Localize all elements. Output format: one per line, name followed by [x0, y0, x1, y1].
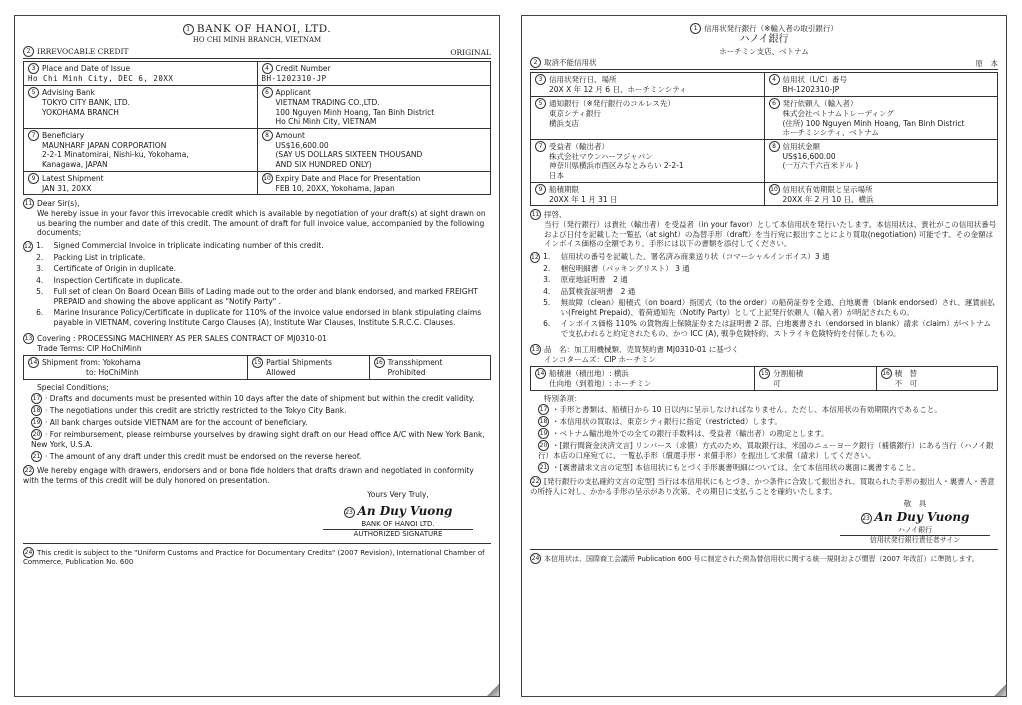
engagement-block: [530, 476, 998, 497]
salutation: 拝啓、: [544, 210, 567, 220]
signature-block: [840, 499, 990, 545]
item-number-7: 7: [28, 130, 39, 141]
shipment-to: 仕向地（到着地）: ホーチミン: [549, 379, 652, 389]
condition-text: · The negotiations under this credit are strictly restricted to the Tokyo City Bank.: [45, 406, 347, 416]
latest-shipment-label: 船積期限: [549, 184, 579, 194]
credit-number-label: Credit Number: [275, 64, 331, 74]
amount-label: Amount: [275, 130, 305, 140]
special-conditions-list: [530, 404, 998, 473]
advising-bank-label: Advising Bank: [42, 87, 96, 97]
document-item: 5. Full set of clean On Board Ocean Bills of Lading made out to the order and blank endorsed, and marked FREIGHT PREPAID and showing the above applicant as "Notify Party" .: [46, 287, 491, 306]
engagement-text: [発行銀行の支払確約文言の定型] 当行は本信用状にもとづき、かつ条件に合致して振出され、買取られた手形の振出人・裏書人・善意の所持人に対し、かかる手形の呈示があり次第、その期日に支払うことを確約いたします。: [530, 477, 995, 497]
trade-terms: インコタームズ：CIP ホーチミン: [544, 354, 656, 364]
condition-item: [31, 451, 491, 462]
header-note-row: [530, 23, 998, 34]
item-number-10: 10: [770, 185, 778, 193]
salutation: Dear Sir(s),: [37, 199, 80, 209]
place-date-label: 信用状発行日、場所: [549, 75, 617, 85]
shipment-table: [530, 366, 998, 391]
item-number-24: 24: [531, 554, 540, 562]
covering: 品 名：加工用機械類、売買契約書 MJ0310-01 に基づく: [544, 344, 739, 354]
shipment-from: 船積港（積出地）: 横浜: [549, 369, 629, 379]
document-item: 1. Signed Commercial Invoice in triplicate indicating number of this credit.: [46, 241, 491, 251]
condition-item: [31, 429, 491, 450]
partial-shipments-value: 可: [773, 379, 781, 389]
documents-block: [530, 252, 998, 341]
item-number-16: 16: [882, 370, 890, 378]
credit-type-row: [23, 46, 491, 59]
bank-name-header: [23, 23, 491, 36]
bank-name: BANK OF HANOI, LTD.: [196, 23, 332, 35]
special-conditions-label: 特別条項：: [544, 393, 582, 403]
document-item: 3. Certificate of Origin in duplicate.: [46, 264, 491, 274]
beneficiary-value: [28, 141, 253, 170]
applicant-line: ホーチミンシティ、ベトナム: [782, 128, 879, 138]
amount-value: [769, 152, 994, 171]
letter-of-credit-japanese: [521, 15, 1007, 697]
shipment-table: [23, 355, 491, 380]
credit-type: IRREVOCABLE CREDIT: [37, 47, 129, 57]
item-number-13: 13: [531, 345, 540, 353]
item-number-17: 17: [539, 406, 548, 414]
item-number-22: 22: [24, 467, 33, 475]
item-number-12: 12: [531, 253, 539, 261]
document-item: 2. Packing List in triplicate.: [46, 253, 491, 263]
body-text: We hereby issue in your favor this irrevocable credit which is available by negotiation of your draft(s) at sight drawn on us bearing the number and date of this credit. The amount of draft for full invoice value, accompanied by the following documents;: [37, 209, 486, 238]
applicant-line: Ho Chi Minh City, VIETNAM: [275, 117, 377, 127]
item-number-23: 23: [345, 509, 353, 517]
document-item: 5. 無故障（clean）船積式（on board）指図式（to the order）の船荷証券を全通、白地裏書（blank endorsed）され、運賃前払い(Freight Prepaid)、着荷通知先（Notify Party）として上記発行依頼人（輸入者）が明記されたもの。: [553, 298, 998, 317]
latest-shipment-value: JAN 31, 20XX: [42, 183, 92, 193]
item-number-18: 18: [32, 407, 41, 415]
item-number-14: 14: [29, 359, 38, 367]
item-number-6: 6: [262, 87, 273, 98]
item-number-19: 19: [539, 430, 548, 438]
covering-block: [530, 344, 998, 355]
credit-details-table: [530, 72, 998, 206]
document-item: 3. 原産地証明書 2 通: [553, 275, 998, 285]
footer-text: This credit is subject to the "Uniform Customs and Practice for Documentary Credits" (2007 Revision), International Chamber of Commerce, Publication No. 600: [23, 548, 485, 566]
item-number-15: 15: [760, 370, 769, 378]
page-fold-corner: [993, 683, 1007, 697]
transshipment-value: Prohibited: [387, 368, 426, 378]
advising-bank-label: 通知銀行（※発行銀行のコルレス先）: [549, 98, 675, 108]
applicant-label: Applicant: [275, 87, 311, 97]
item-number-19: 19: [32, 419, 41, 427]
credit-number-value: BH-1202310-JP: [782, 85, 840, 95]
document-item: 4. Inspection Certificate in duplicate.: [46, 276, 491, 286]
transshipment-value: 不 可: [894, 379, 918, 389]
closing: 敬 具: [903, 498, 927, 508]
salutation-block: [23, 198, 491, 209]
partial-shipments-label: Partial Shipments: [266, 358, 332, 368]
item-number-2: 2: [530, 57, 541, 68]
item-number-20: 20: [539, 442, 548, 450]
condition-text: ・[裏書請求文言の定型] 本信用状にもとづく手形裏書明細については、全て本信用状の裏面に裏書すること。: [552, 463, 920, 473]
signature-bank: BANK OF HANOI LTD.: [361, 519, 435, 528]
credit-type: 取消不能信用状: [544, 58, 597, 68]
closing: Yours Very Truly,: [367, 489, 429, 499]
item-number-1: 1: [183, 24, 194, 35]
shipment-from: Shipment from: Yokohama: [42, 358, 141, 368]
expiry-label: Expiry Date and Place for Presentation: [275, 173, 421, 183]
condition-item: [538, 440, 998, 461]
expiry-value: FEB 10, 20XX, Yokohama, Japan: [275, 183, 395, 193]
partial-shipments-value: Allowed: [266, 368, 296, 378]
amount-line: (一万六千六百米ドル ): [782, 161, 859, 171]
document-item: 6. Marine Insurance Policy/Certificate in duplicate for 110% of the invoice value endorsed in blank stipulating claims payable in VIETNAM, covering Institute Cargo Clauses (A), Institute War Clauses, Institute S.R.C.C. Clauses.: [46, 308, 491, 327]
beneficiary-line: Kanagawa, JAPAN: [42, 159, 108, 169]
condition-text: · Drafts and documents must be presented within 10 days after the date of shipment but within the credit validity.: [45, 394, 475, 404]
item-number-22: 22: [531, 478, 540, 486]
advising-bank-value: [28, 98, 253, 117]
applicant-line: 100 Nguyen Minh Hoang, Tan Binh District: [275, 107, 435, 117]
signature-title: 信用状発行銀行責任者サイン: [840, 535, 990, 545]
amount-line: US$16,600.00: [782, 151, 836, 161]
item-number-4: 4: [769, 74, 780, 85]
item-number-7: 7: [535, 141, 546, 152]
applicant-label: 発行依頼人（輸入者）: [782, 98, 858, 108]
trade-terms: Trade Terms: CIP HoChiMinh: [37, 343, 142, 353]
advising-line: TOKYO CITY BANK, LTD.: [42, 97, 131, 107]
advising-line: 横浜支店: [549, 118, 579, 128]
item-number-1: 1: [690, 23, 701, 34]
latest-shipment-value: 20XX 年 1 月 31 日: [549, 194, 618, 204]
beneficiary-line: 2-2-1 Minatomirai, Nishi-ku, Yokohama,: [42, 150, 189, 160]
footer-block: [23, 543, 491, 567]
item-number-21: 21: [539, 464, 548, 472]
item-number-24: 24: [24, 548, 33, 556]
item-number-16: 16: [375, 359, 383, 367]
item-number-5: 5: [535, 98, 546, 109]
item-number-18: 18: [539, 418, 548, 426]
credit-number-value: BH-1202310-JP: [261, 74, 327, 84]
item-number-3: 3: [535, 74, 546, 85]
condition-text: ・手形と書類は、船積日から 10 日以内に呈示しなければなりません、ただし、本信用状の有効期限内であること。: [552, 405, 942, 415]
item-number-15: 15: [253, 359, 262, 367]
item-number-8: 8: [262, 130, 273, 141]
item-number-21: 21: [32, 453, 41, 461]
condition-item: [31, 405, 491, 416]
credit-number-label: 信用状（L/C）番号: [782, 75, 847, 85]
item-number-3: 3: [28, 63, 39, 74]
copy-label: 原 本: [975, 58, 998, 68]
item-number-20: 20: [32, 431, 41, 439]
header-note: 信用状発行銀行（※輸入者の取引銀行）: [704, 24, 838, 33]
document-item: 4. 品質検査証明書 2 通: [553, 287, 998, 297]
condition-item: [538, 416, 998, 427]
signature: An Duy Vuong: [874, 510, 970, 525]
item-number-9: 9: [535, 184, 546, 195]
condition-text: ・[銀行間資金決済文言] リンバース（求償）方式のため、買取銀行は、米国のニューヨーク銀行（補償銀行）にある当行（ハノイ銀行）本店の口座宛てに、一覧払手形（償還手形・求償手形）を振出して求償（請求）してください。: [538, 441, 994, 461]
item-number-23: 23: [862, 515, 870, 523]
beneficiary-label: 受益者（輸出者）: [549, 141, 609, 151]
beneficiary-line: 日本: [549, 170, 564, 180]
beneficiary-line: 神奈川県横浜市西区みなとみらい 2-2-1: [549, 161, 684, 171]
applicant-value: [769, 109, 994, 138]
place-date-value: Ho Chi Minh City, DEC 6, 20XX: [28, 74, 174, 84]
expiry-label: 信用状有効期限と呈示場所: [782, 184, 873, 194]
signature-title: AUTHORIZED SIGNATURE: [323, 529, 473, 539]
documents-block: [23, 241, 491, 330]
item-number-10: 10: [263, 174, 271, 182]
signature-block: [323, 490, 473, 539]
condition-text: · For reimbursement, please reimburse yourselves by drawing sight draft on our Head office A/C with New York Bank, New York, U.S.A.: [31, 430, 485, 450]
page-fold-corner: [486, 683, 500, 697]
partial-shipments-label: 分割船積: [773, 369, 804, 379]
item-number-2: 2: [23, 46, 34, 57]
item-number-11: 11: [531, 211, 540, 219]
item-number-13: 13: [24, 334, 33, 342]
expiry-value: 20XX 年 2 月 10 日、横浜: [782, 194, 874, 204]
letter-of-credit-english: [14, 15, 500, 697]
item-number-4: 4: [262, 63, 273, 74]
item-number-6: 6: [769, 98, 780, 109]
condition-text: · All bank charges outside VIETNAM are for the account of beneficiary.: [45, 418, 308, 428]
copy-label: ORIGINAL: [450, 47, 491, 57]
special-conditions-label: Special Conditions;: [37, 382, 109, 392]
place-date-value: 20X X 年 12 月 6 日、ホーチミンシティ: [549, 85, 687, 95]
amount-line: AND SIX HUNDRED ONLY): [275, 159, 372, 169]
engagement-text: We hereby engage with drawers, endorsers and or bona fide holders that drafts drawn and negotiated in conformity with the terms of this credit will be duly honored on presentation.: [23, 466, 474, 486]
applicant-line: 株式会社ベトナムトレーディング: [782, 108, 894, 118]
salutation-block: [530, 209, 998, 220]
applicant-value: [262, 98, 487, 127]
engagement-block: [23, 465, 491, 486]
amount-label: 信用状金額: [782, 141, 820, 151]
documents-list: [36, 241, 491, 330]
footer-text: 本信用状は、国際商工会議所 Publication 600 号に制定された荷為替信用状に関する統一規則および慣習（2007 年改訂）に準拠します。: [544, 554, 979, 563]
footer-block: [530, 549, 998, 564]
advising-line: YOKOHAMA BRANCH: [42, 107, 119, 117]
item-number-12: 12: [24, 242, 32, 250]
item-number-9: 9: [28, 173, 39, 184]
beneficiary-value: [535, 152, 760, 181]
document-item: 1. 信用状の番号を記載した、署名済み商業送り状（コマーシャルインボイス）3 通: [553, 252, 998, 262]
transshipment-label: 積 替: [894, 369, 918, 379]
advising-bank-value: [535, 109, 760, 128]
amount-value: [262, 141, 487, 170]
special-conditions-list: [23, 393, 491, 462]
applicant-line: (住所) 100 Nguyen Minh Hoang, Tan Binh District: [782, 118, 965, 128]
bank-branch: HO CHI MINH BRANCH, VIETNAM: [192, 36, 322, 45]
beneficiary-line: 株式会社マウンハーフジャパン: [549, 151, 653, 161]
body-text: 当行（発行銀行）は貴社（輸出者）を受益者（in your favor）として本信用状を発行いたします。本信用状は、貴社がこの信用状番号および日付を記載した一覧払（at sight）の為替手形（draft）を当行宛に振出すことにより買取(negotiation) 可能です。その金額はインボイス価格の全額であり、手形には以下の書類を添付してください。: [544, 220, 997, 249]
condition-item: [538, 428, 998, 439]
shipment-to: to: HoChiMinh: [86, 368, 139, 378]
item-number-8: 8: [769, 141, 780, 152]
condition-text: ・ベトナム輸出地外での全ての銀行手数料は、受益者（輸出者）の勘定とします。: [552, 429, 829, 439]
condition-item: [31, 417, 491, 428]
signature-bank: ハノイ銀行: [897, 525, 933, 534]
credit-type-row: [530, 57, 998, 70]
amount-line: (SAY US DOLLARS SIXTEEN THOUSAND: [275, 150, 423, 160]
applicant-line: VIETNAM TRADING CO.,LTD.: [275, 97, 380, 107]
beneficiary-label: Beneficiary: [42, 130, 85, 140]
covering-block: [23, 333, 491, 344]
condition-item: [538, 462, 998, 473]
signature: An Duy Vuong: [357, 504, 453, 519]
condition-item: [31, 393, 491, 404]
condition-text: · The amount of any draft under this credit must be endorsed on the reverse hereof.: [45, 452, 362, 462]
place-date-label: Place and Date of Issue: [42, 64, 131, 74]
condition-text: ・本信用状の買取は、東京シティ銀行に指定（restricted）します。: [552, 417, 782, 427]
bank-name: ハノイ銀行: [739, 34, 789, 45]
amount-line: US$16,600.00: [275, 140, 329, 150]
document-item: 6. インボイス価格 110% の貨物海上保険証券または証明書 2 部、白地裏書され（endorsed in blank）請求（claim）がベトナムで支払われると約定されたもの、かつ ICC (A), 戦争危険特約、ストライキ危険特約を付保したもの。: [553, 319, 998, 338]
bank-branch: ホーチミン支店、ベトナム: [719, 46, 809, 56]
credit-details-table: [23, 61, 491, 195]
beneficiary-line: MAUNHARF JAPAN CORPORATION: [42, 140, 167, 150]
documents-list: [543, 252, 998, 341]
item-number-5: 5: [28, 87, 39, 98]
advising-line: 東京シティ銀行: [549, 108, 601, 118]
condition-item: [538, 404, 998, 415]
document-item: 2. 梱包明細書（パッキングリスト） 3 通: [553, 264, 998, 274]
covering: Covering : PROCESSING MACHINERY AS PER SALES CONTRACT OF MJ0310-01: [37, 333, 327, 343]
item-number-17: 17: [32, 395, 41, 403]
latest-shipment-label: Latest Shipment: [42, 173, 104, 183]
transshipment-label: Transshipment: [387, 358, 443, 368]
item-number-11: 11: [24, 200, 33, 208]
item-number-14: 14: [536, 370, 545, 378]
